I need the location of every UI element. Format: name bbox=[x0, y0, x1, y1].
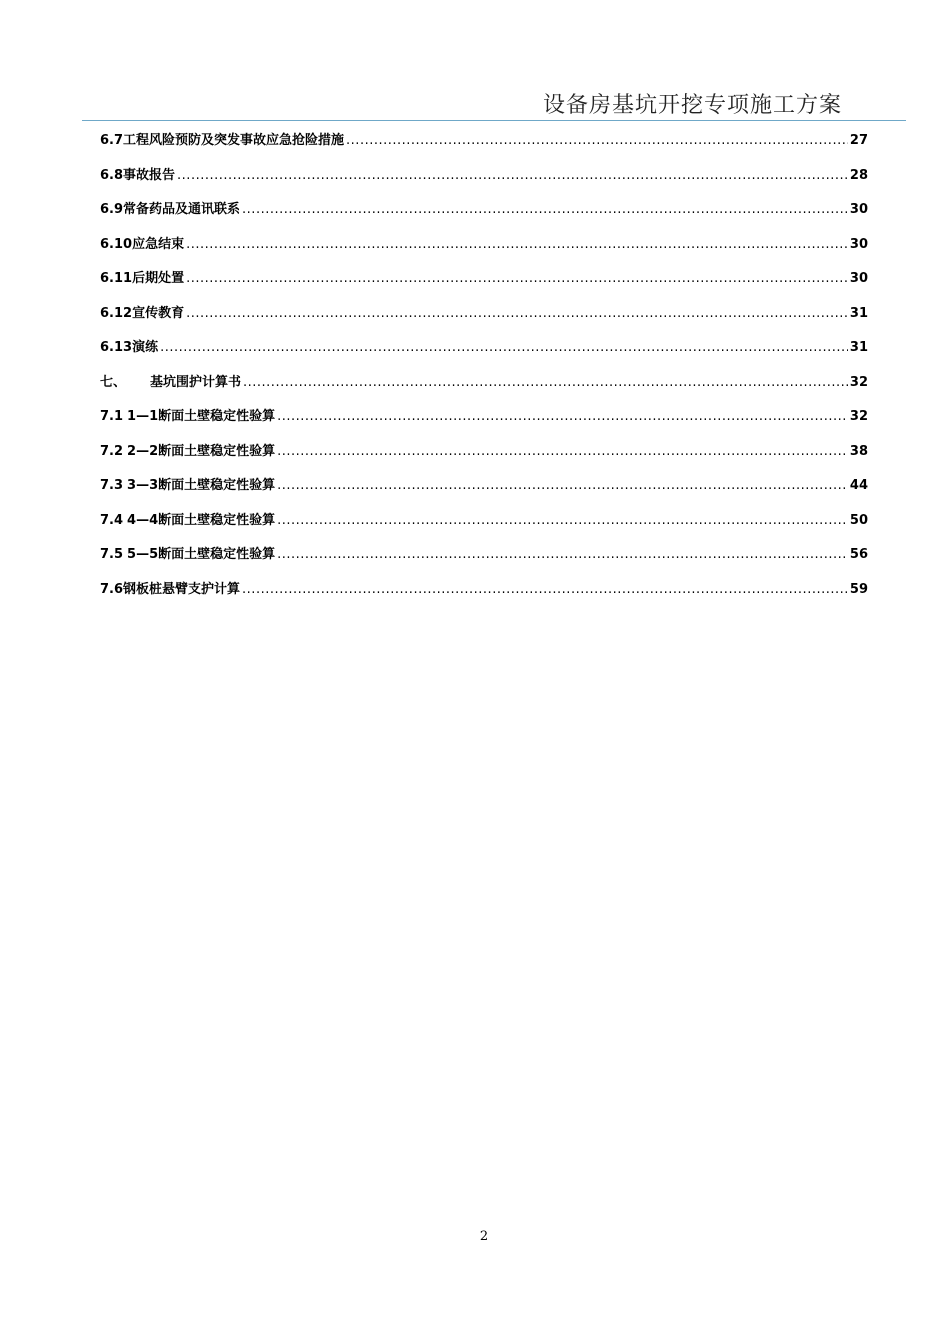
toc-entry-number: 7.3 bbox=[100, 478, 124, 493]
toc-chapter-title: 基坑围护计算书 bbox=[150, 374, 242, 390]
toc-entry-page: 30 bbox=[849, 202, 868, 217]
toc-entry[interactable] bbox=[100, 131, 868, 166]
toc-entry-title: 宣传教育 bbox=[132, 305, 185, 321]
toc-entry-page: 28 bbox=[849, 167, 868, 183]
toc-entry-page: 56 bbox=[849, 547, 868, 562]
toc-entry[interactable] bbox=[100, 235, 868, 270]
toc-entry-page: 31 bbox=[849, 305, 868, 321]
document-header-title: 设备房基坑开挖专项施工方案 bbox=[542, 93, 842, 118]
toc-entry[interactable] bbox=[100, 442, 868, 477]
toc-entry-title: 3—3断面土壁稳定性验算 bbox=[127, 478, 276, 493]
toc-entry-page: 59 bbox=[849, 581, 868, 597]
toc-dot-leader bbox=[277, 407, 848, 427]
toc-entry-page: 27 bbox=[849, 133, 868, 148]
toc-entry[interactable] bbox=[100, 166, 868, 201]
toc-dot-leader bbox=[242, 200, 848, 220]
toc-entry-title: 1—1断面土壁稳定性验算 bbox=[127, 409, 276, 424]
toc-entry-number: 6.12 bbox=[100, 305, 133, 321]
toc-entry-number: 7.2 bbox=[100, 443, 124, 459]
toc-entry-title: 5—5断面土壁稳定性验算 bbox=[127, 547, 276, 562]
toc-entry-title: 演练 bbox=[132, 340, 159, 355]
toc-entry-number: 7.5 bbox=[100, 547, 124, 562]
toc-entry[interactable] bbox=[100, 304, 868, 339]
toc-dot-leader bbox=[277, 511, 848, 531]
header-divider bbox=[82, 120, 906, 121]
toc-dot-leader bbox=[346, 131, 848, 151]
toc-entry-page: 30 bbox=[849, 271, 868, 286]
toc-entry-page: 32 bbox=[849, 409, 868, 424]
toc-entry[interactable] bbox=[100, 269, 868, 304]
toc-entry-page: 32 bbox=[849, 374, 868, 390]
toc-entry-number: 6.10 bbox=[100, 236, 133, 252]
toc-entry-number: 6.8 bbox=[100, 167, 124, 183]
toc-entry-page: 44 bbox=[849, 478, 868, 493]
toc-dot-leader bbox=[186, 269, 848, 289]
toc-entry[interactable] bbox=[100, 580, 868, 615]
page-number: 2 bbox=[479, 1229, 489, 1244]
toc-entry-page: 31 bbox=[849, 340, 868, 355]
toc-entry-title: 2—2断面土壁稳定性验算 bbox=[127, 443, 276, 459]
toc-dot-leader bbox=[160, 338, 848, 358]
toc-entry[interactable] bbox=[100, 200, 868, 235]
toc-entry-number: 7.6 bbox=[100, 581, 124, 597]
toc-entry-title: 常备药品及通讯联系 bbox=[123, 202, 241, 217]
toc-entry[interactable] bbox=[100, 338, 868, 373]
toc-entry-number: 7.4 bbox=[100, 512, 124, 528]
toc-entry-number: 6.11 bbox=[100, 271, 133, 286]
toc-dot-leader bbox=[186, 304, 848, 324]
toc-chapter-number: 七、 bbox=[100, 374, 127, 390]
toc-entry-page: 50 bbox=[849, 512, 868, 528]
toc-chapter-entry[interactable] bbox=[100, 373, 868, 408]
toc-entry-title: 工程风险预防及突发事故应急抢险措施 bbox=[123, 133, 345, 148]
toc-entry[interactable] bbox=[100, 407, 868, 442]
toc-dot-leader bbox=[242, 580, 848, 600]
toc-entry[interactable] bbox=[100, 476, 868, 511]
toc-entry-number: 6.7 bbox=[100, 133, 124, 148]
toc-entry-number: 6.9 bbox=[100, 202, 124, 217]
toc-dot-leader bbox=[277, 545, 848, 565]
toc-entry[interactable] bbox=[100, 511, 868, 546]
toc-entry-title: 事故报告 bbox=[123, 167, 176, 183]
toc-entry-title: 钢板桩悬臂支护计算 bbox=[123, 581, 241, 597]
toc-entry[interactable] bbox=[100, 545, 868, 580]
toc-dot-leader bbox=[277, 476, 848, 496]
toc-entry-title: 应急结束 bbox=[132, 236, 185, 252]
toc-entry-number: 6.13 bbox=[100, 340, 133, 355]
table-of-contents bbox=[100, 131, 868, 614]
toc-entry-page: 30 bbox=[849, 236, 868, 252]
toc-entry-title: 4—4断面土壁稳定性验算 bbox=[127, 512, 276, 528]
toc-entry-title: 后期处置 bbox=[132, 271, 185, 286]
toc-dot-leader bbox=[243, 373, 848, 393]
toc-dot-leader bbox=[177, 166, 848, 186]
toc-entry-page: 38 bbox=[849, 443, 868, 459]
toc-dot-leader bbox=[186, 235, 848, 255]
toc-dot-leader bbox=[277, 442, 848, 462]
toc-entry-number: 7.1 bbox=[100, 409, 124, 424]
